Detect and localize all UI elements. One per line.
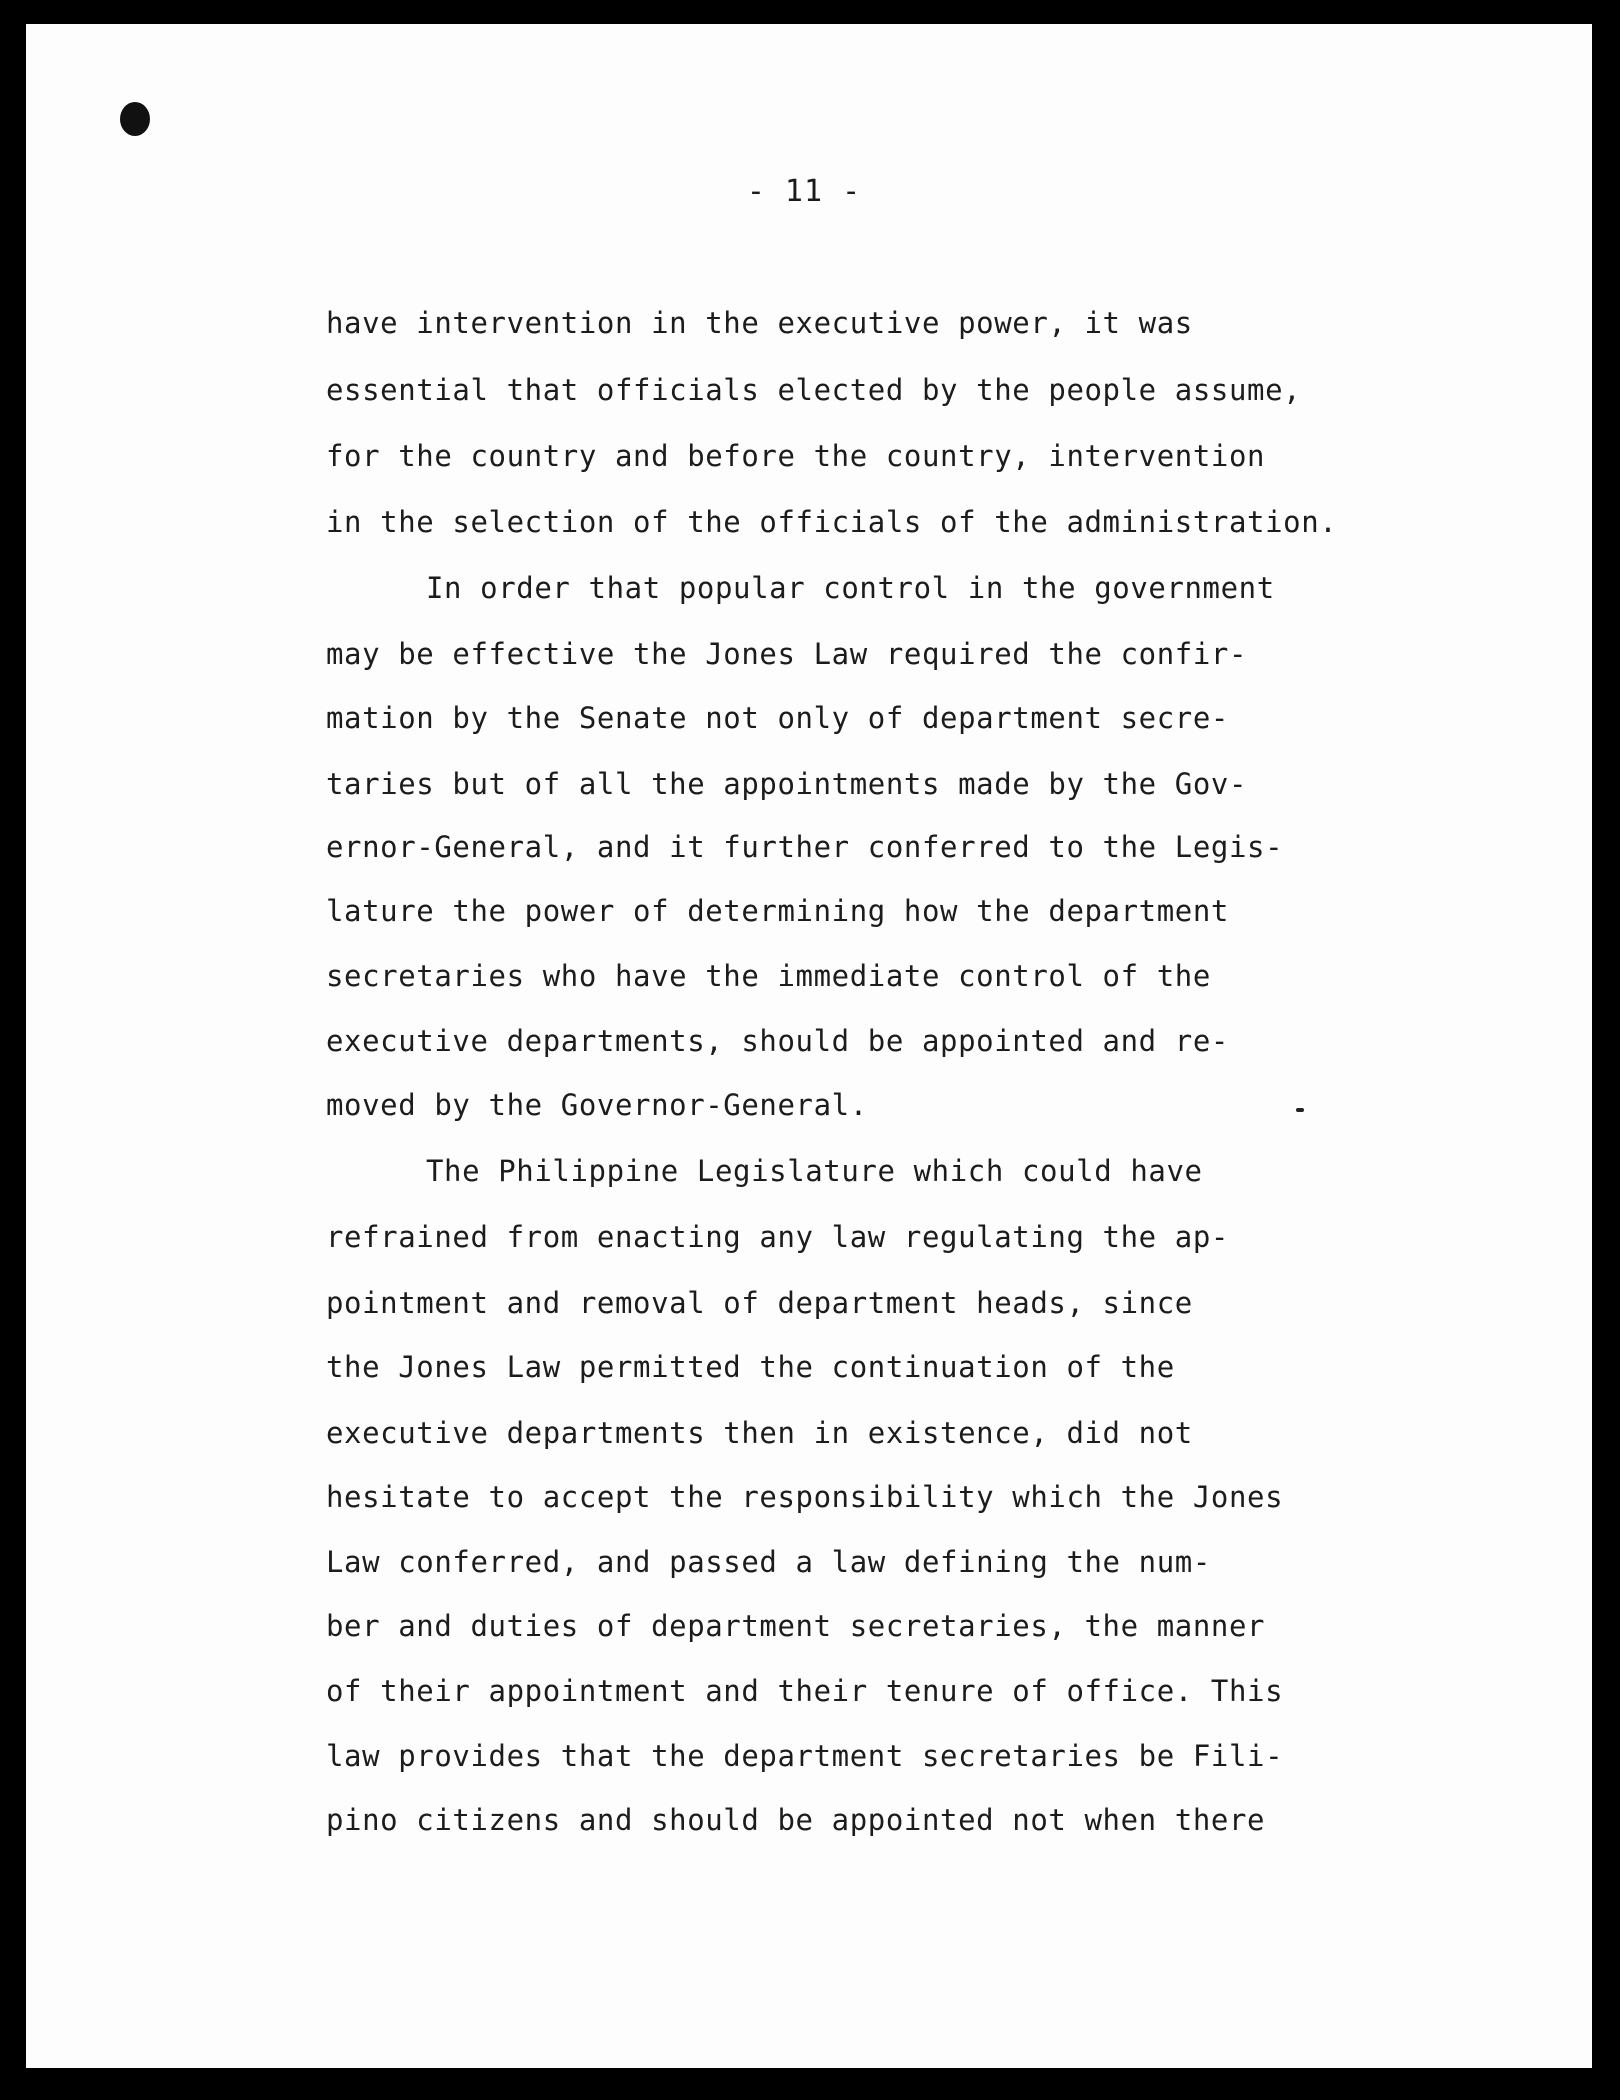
text-line: executive departments, should be appointed and re-	[326, 1024, 1229, 1058]
text-line: essential that officials elected by the people assume,	[326, 373, 1302, 407]
text-line: law provides that the department secretaries be Fili-	[326, 1739, 1284, 1773]
text-line: in the selection of the officials of the administration.	[326, 505, 1338, 539]
text-line: ber and duties of department secretaries, the manner	[326, 1609, 1266, 1643]
text-line: secretaries who have the immediate control of the	[326, 959, 1211, 993]
punch-hole-mark	[120, 102, 150, 136]
text-line: mation by the Senate not only of department secre-	[326, 701, 1229, 735]
text-line: pino citizens and should be appointed not when there	[326, 1803, 1266, 1837]
paragraph-start-line: In order that popular control in the government	[426, 571, 1275, 605]
text-line: pointment and removal of department heads, since	[326, 1286, 1193, 1320]
text-line: for the country and before the country, intervention	[326, 439, 1266, 473]
text-line: may be effective the Jones Law required the confir-	[326, 637, 1248, 671]
text-line: executive departments then in existence, did not	[326, 1416, 1193, 1450]
ink-speck	[1296, 1108, 1304, 1112]
paragraph-start-line: The Philippine Legislature which could have	[426, 1154, 1203, 1188]
page-number: - 11 -	[746, 174, 862, 209]
text-line: Law conferred, and passed a law defining the num-	[326, 1545, 1211, 1579]
text-line: taries but of all the appointments made by the Gov-	[326, 767, 1248, 801]
text-line: the Jones Law permitted the continuation of the	[326, 1350, 1175, 1384]
text-line: refrained from enacting any law regulating the ap-	[326, 1220, 1229, 1254]
text-line: hesitate to accept the responsibility which the Jones	[326, 1480, 1284, 1514]
text-line: ernor-General, and it further conferred to the Legis-	[326, 830, 1284, 864]
text-line: of their appointment and their tenure of office. This	[326, 1674, 1284, 1708]
document-page	[26, 24, 1592, 2068]
text-line: lature the power of determining how the department	[326, 894, 1229, 928]
text-line: moved by the Governor-General.	[326, 1088, 868, 1122]
text-line: have intervention in the executive power, it was	[326, 306, 1193, 340]
